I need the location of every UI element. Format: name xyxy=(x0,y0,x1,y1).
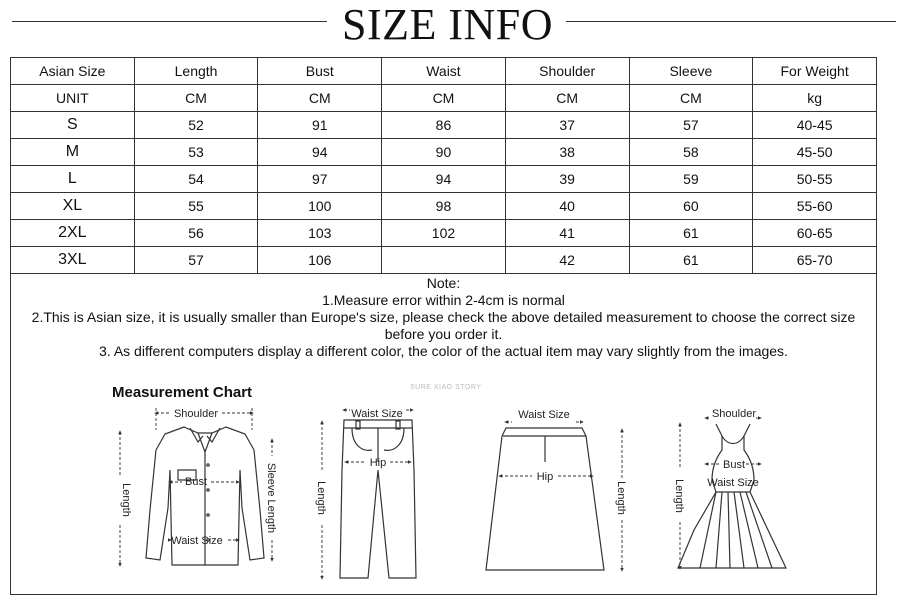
shirt-bust-label: Bust xyxy=(184,476,208,488)
pants-length-label: Length xyxy=(315,481,327,515)
table-cell: 52 xyxy=(134,112,258,139)
pants-hip-label: Hip xyxy=(369,457,387,469)
table-cell: 91 xyxy=(258,112,382,139)
table-cell: 57 xyxy=(629,112,753,139)
table-cell: 100 xyxy=(258,193,382,220)
table-cell: 41 xyxy=(505,220,629,247)
skirt-illustration xyxy=(486,428,604,570)
dress-illustration xyxy=(678,424,786,568)
table-cell: 42 xyxy=(505,247,629,274)
col-header-shoulder: Shoulder xyxy=(505,58,629,85)
table-cell: 59 xyxy=(629,166,753,193)
table-cell: 40-45 xyxy=(753,112,877,139)
shirt-waist-label: Waist Size xyxy=(171,535,223,547)
table-cell: 37 xyxy=(505,112,629,139)
unit-cell: kg xyxy=(753,85,877,112)
table-cell: 58 xyxy=(629,139,753,166)
col-header-weight: For Weight xyxy=(753,58,877,85)
table-cell: 94 xyxy=(258,139,382,166)
unit-cell: CM xyxy=(382,85,506,112)
table-cell: 57 xyxy=(134,247,258,274)
shirt-length-label: Length xyxy=(120,483,132,517)
unit-cell: UNIT xyxy=(11,85,135,112)
measurement-chart-title: Measurement Chart xyxy=(112,384,253,401)
table-cell: 103 xyxy=(258,220,382,247)
unit-cell: CM xyxy=(258,85,382,112)
table-cell: 60-65 xyxy=(753,220,877,247)
table-cell: 55-60 xyxy=(753,193,877,220)
size-cell: S xyxy=(11,112,135,139)
dress-measure-lines xyxy=(680,418,760,568)
table-cell: 55 xyxy=(134,193,258,220)
unit-cell: CM xyxy=(505,85,629,112)
note-line-3: 3. As different computers display a different color, the color of the actual item may vary slightly from the images. xyxy=(99,343,788,359)
size-cell: 3XL xyxy=(11,247,135,274)
table-cell: 50-55 xyxy=(753,166,877,193)
shirt-sleeve-label: Sleeve Length xyxy=(265,462,277,534)
table-cell: 54 xyxy=(134,166,258,193)
size-cell: M xyxy=(11,139,135,166)
table-cell: 94 xyxy=(382,166,506,193)
note-line-2: 2.This is Asian size, it is usually smaller than Europe's size, please check the above detailed measurement to choose the correct size xyxy=(31,309,856,325)
col-header-length: Length xyxy=(134,58,258,85)
size-cell: 2XL xyxy=(11,220,135,247)
page-title: SIZE INFO xyxy=(341,0,554,49)
unit-cell: CM xyxy=(134,85,258,112)
col-header-sleeve: Sleeve xyxy=(629,58,753,85)
col-header-bust: Bust xyxy=(258,58,382,85)
watermark: SURE XIAO STORY xyxy=(410,384,482,391)
dress-bust-label: Bust xyxy=(722,459,746,471)
table-cell: 61 xyxy=(629,220,753,247)
table-cell: 65-70 xyxy=(753,247,877,274)
dress-length-label: Length xyxy=(673,479,685,513)
skirt-measure-lines xyxy=(500,422,622,570)
table-cell: 40 xyxy=(505,193,629,220)
pants-measure-lines xyxy=(322,410,412,578)
unit-cell: CM xyxy=(629,85,753,112)
col-header-size: Asian Size xyxy=(11,58,135,85)
note-line-1: 1.Measure error within 2-4cm is normal xyxy=(322,292,565,308)
table-cell: 98 xyxy=(382,193,506,220)
dress-waist-label: Waist Size xyxy=(707,477,759,489)
pants-illustration xyxy=(340,420,416,578)
table-cell: 86 xyxy=(382,112,506,139)
table-cell: 61 xyxy=(629,247,753,274)
table-cell: 102 xyxy=(382,220,506,247)
table-cell: 56 xyxy=(134,220,258,247)
table-cell: 97 xyxy=(258,166,382,193)
pants-waist-label: Waist Size xyxy=(351,408,403,420)
skirt-waist-label: Waist Size xyxy=(518,409,570,421)
size-cell: XL xyxy=(11,193,135,220)
note-line-2-cont: before you order it. xyxy=(384,326,503,342)
col-header-waist: Waist xyxy=(382,58,506,85)
table-cell: 90 xyxy=(382,139,506,166)
note-heading: Note: xyxy=(426,275,461,291)
size-cell: L xyxy=(11,166,135,193)
shirt-shoulder-label: Shoulder xyxy=(173,408,219,420)
dress-shoulder-label: Shoulder xyxy=(711,408,757,420)
table-cell: 39 xyxy=(505,166,629,193)
table-cell: 38 xyxy=(505,139,629,166)
table-cell: 45-50 xyxy=(753,139,877,166)
table-cell: 60 xyxy=(629,193,753,220)
table-cell: 106 xyxy=(258,247,382,274)
table-cell: 53 xyxy=(134,139,258,166)
skirt-length-label: Length xyxy=(615,481,627,515)
skirt-hip-label: Hip xyxy=(536,471,554,483)
